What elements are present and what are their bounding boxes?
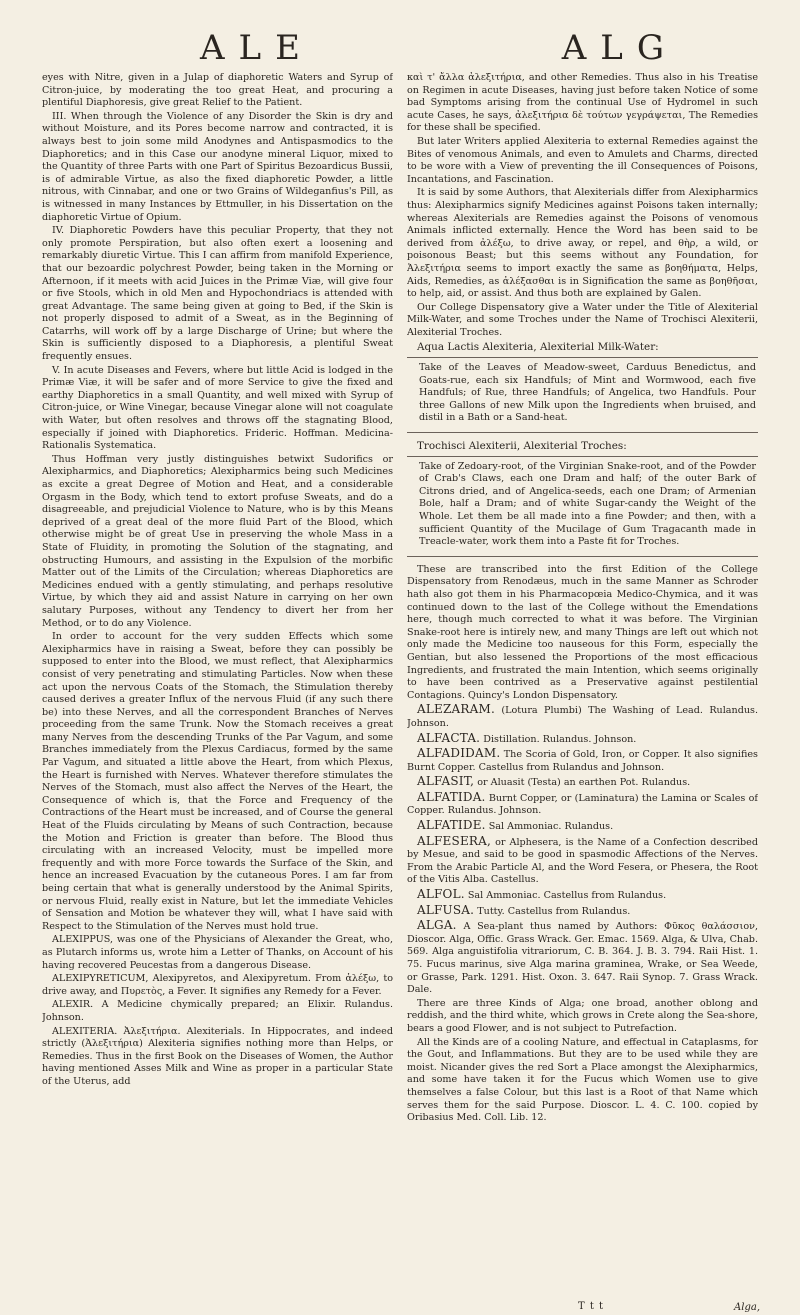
recipe-text: Take of the Leaves of Meadow-sweet, Carduus Benedictus, and Goats-rue, each six Handfuls; of Mint and Wormwood, each five Handfuls; of Rue, three Handfuls; of Angelica, two Handfuls. Pour three Gallons of new Milk upon the Ingredients when bruised, and distil in a Bath or a Sand-heat. xyxy=(419,362,756,424)
running-head-left: ALE xyxy=(200,28,314,68)
catchword: Alga, xyxy=(734,1302,760,1313)
entry-term: ALFADIDAM. xyxy=(417,746,501,761)
right-column xyxy=(407,72,758,1304)
dictionary-entry xyxy=(407,791,758,818)
entry-text: Sal Ammoniac. Castellus from Rulandus. xyxy=(467,890,667,902)
recipe-text: Take of Zedoary-root, of the Virginian Snake-root, and of the Powder of Crab's Claws, each one Dram and half; of the outer Bark of Citrons dried, and of Angelica-seeds, each one Dram; of Armenian Bole, half a Dram; and of white Sugar-candy the Weight of the Whole. Let them be all made into a fine Powder; and then, with a sufficient Quantity of the Mucilage of Gum Tragacanth made in Treacle-water, work them into a Paste fit for Troches. xyxy=(419,460,756,548)
signature-mark: T t t xyxy=(578,1301,605,1312)
left-column xyxy=(42,72,393,1304)
columns xyxy=(42,72,758,1304)
right-paragraph: It is said by some Authors, that Alexiterials differ from Alexipharmics thus: Alexipharmics signify Medicines against Poisons taken internally; whereas Alexiterials are Remedies against the Poisons of venomous Animals inflicted externally. Hence the Word has been said to be derived from ἀλέξω, to drive away, or repel, and θὴρ, a wild, or poisonous Beast; but this seems without any Foundation, for Ἀλεξιτήρια seems to import exactly the same as βοηθήματα, Helps, Aids, Remedies, as ἀλέξασθαι is in Signification the same as βοηθῆσαι, to help, aid, or assist. And thus both are explained by Galen. xyxy=(407,187,758,300)
running-head-right: ALG xyxy=(561,28,678,68)
running-head xyxy=(42,30,758,66)
entry-text: or Alphesera, is the Name of a Confection described by Mesue, and said to be good in spasmodic Affections of the Nerves. From the Arabic Particle Al, and the Word Fesera, or Phesera, the Root of the Vitis Alba. Castellus. xyxy=(407,836,758,886)
right-paragraph: All the Kinds are of a cooling Nature, and effectual in Cataplasms, for the Gout, and Inflammations. But they are to be used while they are moist. Nicander gives the red Sort a Place amongst the Alexipharmics, and some have taken it for the Fucus which Women use to give themselves a false Colour, but this last is a Root of that Name which serves them for the said Purpose. Dioscor. L. 4. C. 100. copied by Oribasius Med. Coll. Lib. 12. xyxy=(407,1036,758,1124)
left-paragraph: ALEXIPYRETICUM, Alexipyretos, and Alexipyretum. From ἀλέξω, to drive away, and Πυρετὸς, a Fever. It signifies any Remedy for a Fever. xyxy=(42,973,393,997)
entry-term: ALFESERA, xyxy=(417,833,492,848)
entry-term: ALGA. xyxy=(417,918,457,933)
right-paragraph: But later Writers applied Alexiteria to external Remedies against the Bites of venomous Animals, and even to Amulets and Charms, directed to be wore with a View of preventing the ill Consequences of Poisons, Incantations, and Fascination. xyxy=(407,135,758,185)
right-paragraph: There are three Kinds of Alga; one broad, another oblong and reddish, and the third white, which grows in Crete along the Sea-shore, bears a good Flower, and is not subject to Putrefaction. xyxy=(407,997,758,1034)
dictionary-entry xyxy=(407,775,758,790)
left-paragraph: ALEXITERIA. Ἀλεξιτήρια. Alexiterials. In Hippocrates, and indeed strictly (Ἀλεξιτήρια) Alexiteria signifies nothing more than Helps, or Remedies. Thus in the first Book on the Diseases of Women, the Author having mentioned Asses Milk and Wine as proper in a particular State of the Uterus, add xyxy=(42,1025,393,1087)
recipe-heading-milk-water: Aqua Lactis Alexiteria, Alexiterial Milk-Water: xyxy=(417,341,659,354)
entry-term: ALEZARAM. xyxy=(417,702,496,717)
dictionary-entry xyxy=(407,819,758,834)
entry-text: Tutty. Castellus from Rulandus. xyxy=(477,905,631,917)
dictionary-entry xyxy=(407,732,758,747)
entry-text: Distillation. Rulandus. Johnson. xyxy=(483,733,637,745)
left-paragraph: Thus Hoffman very justly distinguishes betwixt Sudorifics or Alexipharmics, and Diaphoretics; Alexipharmics being such Medicines as excite a great Degree of Motion and Heat, and a considerable Orgasm in the Body, which tend to extort profuse Sweats, and do a disagreeable, and prejudicial Violence to Nature, who is by this Means deprived of a great deal of the more fluid Part of the Blood, which otherwise might be of great Use in preserving the whole Mass in a State of Fluidity, in promoting the Solution of the stagnating, and obstructing Humours, and assisting in the Expulsion of the morbific Matter out of the Limits of the Circulation; whereas Diaphoretics are Medicines endued with a gently stimulating, and perhaps resolutive Virtue, by which they aid and assist Nature in carrying on her own salutary Purposes, without any Tendency to divert her from her Method, or to do any Violence. xyxy=(42,453,393,629)
entry-term: ALFUSA. xyxy=(417,902,475,917)
entry-text: (Lotura Plumbi) The Washing of Lead. Rulandus. Johnson. xyxy=(407,705,758,729)
right-paragraph: καὶ τ' ἄλλα ἀλεξιτήρια, and other Remedies. Thus also in his Treatise on Regimen in acute Diseases, having just before taken Notice of some bad Symptoms arising from the continual Use of Hydromel in such acute Cases, he says, ἀλεξιτήρια δὲ τούτων γεγράψεται, The Remedies for these shall be specified. xyxy=(407,72,758,134)
entry-text: The Scoria of Gold, Iron, or Copper. It also signifies Burnt Copper. Castellus from Rulandus and Johnson. xyxy=(407,749,758,773)
left-paragraph: IV. Diaphoretic Powders have this peculiar Property, that they not only promote Perspiration, but also often exert a loosening and remarkably diuretic Virtue. This I can affirm from manifold Experience, that our bezoardic polychrest Powder, being taken in the Morning or Afternoon, if it meets with acid Juices in the Primæ Viæ, will give four or five Stools, which in old Men and Hypochondriacs is attended with great Advantage. The same being given at going to Bed, if the Skin is not properly disposed to admit of a Sweat, as in the Beginning of Catarrhs, will work off by a large Discharge of Urine; but where the Skin is sufficiently disposed to a Diaphoresis, a plentiful Sweat frequently ensues. xyxy=(42,225,393,363)
entry-term: ALFATIDE. xyxy=(417,818,486,833)
dictionary-entry xyxy=(407,888,758,903)
right-paragraph: These are transcribed into the first Edition of the College Dispensatory from Renodæus, much in the same Manner as Schroder hath also got them in his Pharmacopœia Medico-Chymica, and it was continued down to the last of the College without the Emendations here, though much corrected to what it was before. The Virginian Snake-root here is intirely new, and many Things are left out which not only made the Medicine too nauseous for this Form, especially the Gentian, but also lessened the Proportions of the most efficacious Ingredients, and frustrated the main Intention, which seems originally to have been contrived as a Preservative against pestilential Contagions. Quincy's London Dispensatory. xyxy=(407,563,758,701)
recipe-heading-troches: Trochisci Alexiterii, Alexiterial Troches: xyxy=(417,440,627,453)
left-paragraph: ALEXIPPUS, was one of the Physicians of Alexander the Great, who, as Plutarch informs us, wrote him a Letter of Thanks, on Account of his having recovered Peucestas from a dangerous Disease. xyxy=(42,934,393,971)
entry-text: Burnt Copper, or (Laminatura) the Lamina or Scales of Copper. Rulandus. Johnson. xyxy=(407,792,758,817)
entry-text: A Sea-plant thus named by Authors: Φῦκος θαλάσσιον, Dioscor. Alga, Offic. Grass Wrack. Ger. Emac. 1569. Alga, & Ulva, Chab. 569. Alga anguistifolia vitrariorum, C. B. 364. J. B. 3. 794. Raii Hist. 1. 75. Fucus marinus, sive Alga marina graminea, Wrake, or Sea Weede, or Grasse, Park. 1291. Hist. Oxon. 3. 647. Raii Synop. 7. Grass Wrack. Dale. xyxy=(407,921,758,996)
right-paragraph: Our College Dispensatory give a Water under the Title of Alexiterial Milk-Water, and some Troches under the Name of Trochisci Alexiterii, Alexiterial Troches. xyxy=(407,301,758,338)
dictionary-entry xyxy=(407,904,758,919)
dictionary-entry xyxy=(407,747,758,774)
entry-text: Sal Ammoniac. Rulandus. xyxy=(488,821,614,833)
recipe-box-troches xyxy=(407,456,758,557)
entry-term: ALFACTA. xyxy=(417,730,481,745)
dictionary-entry xyxy=(407,703,758,730)
dictionary-entry xyxy=(407,835,758,887)
left-paragraph: eyes with Nitre, given in a Julap of diaphoretic Waters and Syrup of Citron-juice, by moderating the too great Heat, and procuring a plentiful Diaphoresis, give great Relief to the Patient. xyxy=(42,72,393,109)
left-paragraph: ALEXIR. A Medicine chymically prepared; an Elixir. Rulandus. Johnson. xyxy=(42,999,393,1023)
entry-term: ALFOL. xyxy=(417,887,465,902)
entry-text: or Aluasit (Testa) an earthen Pot. Rulandus. xyxy=(477,777,691,789)
dictionary-entry xyxy=(407,919,758,997)
recipe-box-milk-water xyxy=(407,357,758,433)
left-paragraph: III. When through the Violence of any Disorder the Skin is dry and without Moisture, and its Pores become narrow and contracted, it is always best to join some mild Anodynes and Antispasmodics to the Diaphoretics; and in this Case our anodyne mineral Liquor, mixed to the Quantity of three Parts with one Part of Spiritus Bezoardicus Bussii, is of admirable Virtue, as also the fixed diaphoretic Powder, a little nitrous, with Cinnabar, and one or two Grains of Wildeganfius's Pill, as is witnessed in many Instances by Ettmuller, in his Dissertation on the diaphoretic Virtue of Opium. xyxy=(42,110,393,223)
entry-term: ALFASIT, xyxy=(417,774,475,789)
entry-term: ALFATIDA. xyxy=(417,789,486,804)
left-paragraph: In order to account for the very sudden Effects which some Alexipharmics have in raising a Sweat, before they can possibly be supposed to enter into the Blood, we must reflect, that Alexipharmics consist of very penetrating and stimulating Particles. Now when these act upon the nervous Coats of the Stomach, the Stimulation thereby caused derives a greater Influx of the nervous Fluid (if any such there be) into these Nerves, and all the correspondent Branches of Nerves proceeding from the same Trunk. Now the Stomach receives a great many Nerves from the descending Trunks of the Par Vagum, and some Branches immediately from the Plexus Cardiacus, formed by the same Par Vagum, and situated a little above the Heart, from which Plexus, the Heart is furnished with Nerves. Whatever therefore stimulates the Nerves of the Stomach, must also affect the Nerves of the Heart, the Consequence of which is, that the Force and Frequency of the Contractions of the Heart must be increased, and of Course the general Heat of the Fluids circulating by Means of such Contraction, because the Motion and Friction is greater than before. The Blood thus circulating with an increased Velocity, must be impelled more frequently and with more Force towards the Surface of the Skin, and hence an increased Evacuation by the cutaneous Pores. I am far from being certain that what is generally understood by the Animal Spirits, or nervous Fluid, really exist in Nature, but let the immediate Vehicles of Sensation and Motion be whatever they will, what I have said with Respect to the Stimulation of the Nerves must hold true. xyxy=(42,631,393,932)
left-paragraph: V. In acute Diseases and Fevers, where but little Acid is lodged in the Primæ Viæ, it will be safer and of more Service to give the fixed and earthy Diaphoretics in a small Quantity, and well mixed with Syrup of Citron-juice, or Wine Vinegar, because Vinegar alone will not coagulate with Water, but often resolves and throws off the stagnating Blood, especially if joined with Diaphoretics. Frideric. Hoffman. Medicina-Rationalis Systematica. xyxy=(42,364,393,452)
